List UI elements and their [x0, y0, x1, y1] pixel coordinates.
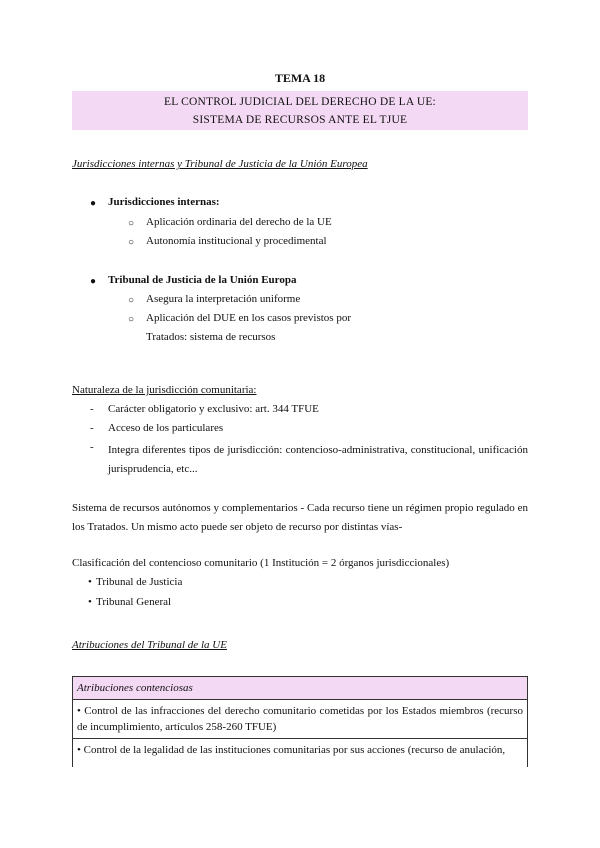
group-label-tribunal: Tribunal de Justicia de la Unión Europa	[108, 274, 297, 286]
table-header: Atribuciones contenciosas	[73, 677, 527, 700]
atribuciones-table	[72, 676, 528, 767]
dash-bullet: -	[90, 403, 94, 415]
tema-number: TEMA 18	[274, 71, 326, 85]
list-item: Acceso de los particulares	[108, 422, 224, 434]
table-row: • Control de las infracciones del derecho comunitario cometidas por los Estados miembros (recurso de incumplimiento, artículos 258-260 TFUE)	[73, 700, 527, 739]
list-item: Autonomía institucional y procedimental	[146, 235, 327, 247]
list-item: Aplicación del DUE en los casos previstos por	[146, 312, 351, 324]
bullet-icon: •	[88, 576, 92, 588]
section-heading-jurisdicciones: Jurisdicciones internas y Tribunal de Justicia de la Unión Europea	[72, 158, 368, 170]
list-item: Aplicación ordinaria del derecho de la UE	[146, 216, 332, 228]
circle-bullet-icon: ○	[128, 314, 135, 325]
list-item: Tribunal General	[96, 596, 172, 608]
bullet-icon: ●	[90, 276, 97, 287]
bullet-icon: •	[88, 596, 92, 608]
circle-bullet-icon: ○	[128, 295, 135, 306]
list-item: Carácter obligatorio y exclusivo: art. 344 TFUE	[108, 403, 319, 415]
list-item: Tribunal de Justicia	[96, 576, 183, 588]
table-row: • Control de la legalidad de las instituciones comunitarias por sus acciones (recurso de anulación,	[77, 744, 506, 756]
title-line-1: EL CONTROL JUDICIAL DEL DERECHO DE LA UE:	[164, 96, 436, 108]
group-label-internas: Jurisdicciones internas:	[108, 196, 220, 208]
dash-bullet: -	[90, 441, 94, 453]
list-item: Asegura la interpretación uniforme	[146, 293, 301, 305]
section-heading-clasificacion: Clasificación del contencioso comunitario (1 Institución = 2 órganos jurisdiccionales)	[72, 557, 450, 569]
dash-bullet: -	[90, 422, 94, 434]
circle-bullet-icon: ○	[128, 237, 135, 248]
section-heading-naturaleza: Naturaleza de la jurisdicción comunitaria:	[72, 384, 257, 396]
section-heading-atribuciones: Atribuciones del Tribunal de la UE	[72, 639, 227, 651]
title-line-2: SISTEMA DE RECURSOS ANTE EL TJUE	[192, 114, 408, 126]
paragraph-sistema-recursos: Sistema de recursos autónomos y complementarios - Cada recurso tiene un régimen propio regulado en los Tratados. Un mismo acto puede ser objeto de recurso por distintas vías-	[72, 502, 528, 533]
list-item: Integra diferentes tipos de jurisdicción: contencioso-administrativa, constitucional, unificación jurisprudencia, etc...	[108, 444, 528, 475]
bullet-icon: ●	[90, 198, 97, 209]
circle-bullet-icon: ○	[128, 218, 135, 229]
list-item-continuation: Tratados: sistema de recursos	[146, 331, 276, 343]
title-banner	[72, 91, 528, 130]
